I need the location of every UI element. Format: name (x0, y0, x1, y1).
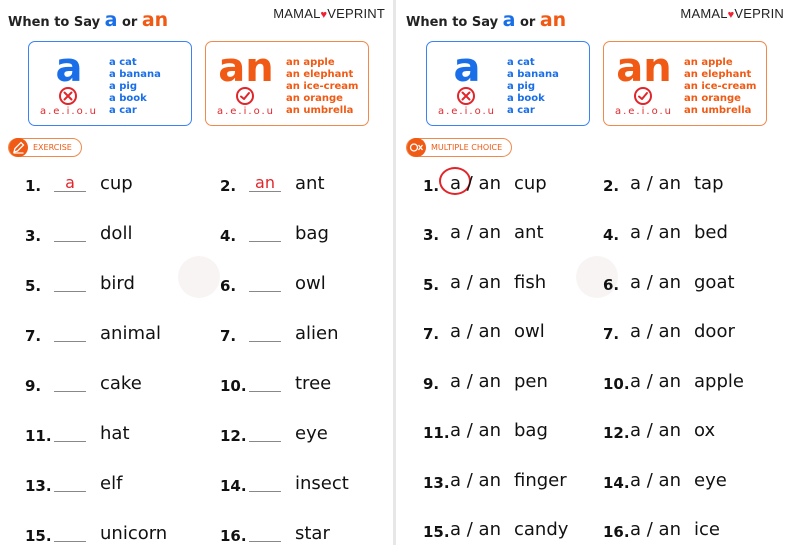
answer-blank[interactable]: a (54, 175, 86, 192)
choice-options[interactable]: a / an (450, 371, 501, 392)
question-item: 11. hat (25, 423, 130, 445)
choice-options[interactable]: a / an (450, 420, 501, 441)
example-item: an apple (286, 57, 335, 68)
question-item: 1. a cup (25, 173, 133, 195)
answer-blank[interactable] (249, 275, 281, 292)
examples-list-a (507, 57, 559, 117)
example-item: an ice-cream (684, 81, 757, 92)
examples-list-an (684, 57, 756, 117)
example-item: a cat (507, 57, 535, 68)
example-item: an umbrella (684, 105, 752, 116)
check-circle-icon (236, 87, 254, 105)
multiple-choice-badge: MULTIPLE CHOICE (406, 138, 512, 157)
choice-options[interactable]: a / an (450, 519, 501, 540)
question-item: 12. eye (220, 423, 328, 445)
x-circle-icon (457, 87, 475, 105)
choice-options[interactable]: a / an (450, 321, 501, 342)
choice-options[interactable]: a / an (630, 371, 681, 392)
question-item: 14. insect (220, 473, 349, 495)
example-item: a book (507, 93, 545, 104)
example-item: an elephant (684, 69, 752, 80)
choice-options[interactable]: a / an (630, 470, 681, 491)
rule-card-a (28, 41, 192, 126)
rule-letter-a: a (453, 45, 481, 91)
question-item: 4. bag (220, 223, 329, 245)
vowels-label: a.e.i.o.u (437, 106, 497, 117)
rule-card-an (603, 41, 767, 126)
question-item: 12. a / an ox (603, 420, 716, 442)
question-item: 15. a / an candy (423, 519, 569, 541)
title-or: or (121, 15, 138, 30)
example-item: a cat (109, 57, 137, 68)
question-item: 9. a / an pen (423, 371, 548, 393)
brand-logo: MAMAL♥VEPRINT (273, 6, 385, 21)
choice-options[interactable]: a / an (450, 173, 501, 194)
question-item: 3. doll (25, 223, 133, 245)
vowels-label: a.e.i.o.u (216, 106, 276, 117)
question-item: 5. bird (25, 273, 135, 295)
example-item: an umbrella (286, 105, 354, 116)
example-item: a pig (109, 81, 137, 92)
question-item: 7. alien (220, 323, 339, 345)
vowels-label: a.e.i.o.u (39, 106, 99, 117)
question-item: 16. star (220, 523, 330, 545)
x-circle-icon (59, 87, 77, 105)
question-item: 2. an ant (220, 173, 325, 195)
examples-list-an (286, 57, 358, 117)
question-item: 11. a / an bag (423, 420, 548, 442)
answer-blank[interactable] (54, 475, 86, 492)
answer-blank[interactable] (54, 275, 86, 292)
title-or: or (519, 15, 536, 30)
choice-options[interactable]: a / an (450, 272, 501, 293)
example-item: an orange (286, 93, 343, 104)
brand-logo: MAMAL♥VEPRIN (680, 6, 784, 21)
question-item: 7. animal (25, 323, 162, 345)
rule-letter-an: an (616, 45, 672, 91)
worksheet-title (8, 9, 168, 31)
example-item: a banana (507, 69, 559, 80)
rule-card-a (426, 41, 590, 126)
question-item: 6. owl (220, 273, 326, 295)
choice-options[interactable]: a / an (630, 519, 681, 540)
title-a: a (502, 9, 516, 31)
answer-blank[interactable] (249, 225, 281, 242)
question-item: 9. cake (25, 373, 142, 395)
answer-blank[interactable] (54, 375, 86, 392)
example-item: an ice-cream (286, 81, 359, 92)
example-item: a car (109, 105, 137, 116)
title-an: an (539, 9, 567, 31)
answer-blank[interactable] (54, 525, 86, 542)
answer-blank[interactable] (249, 375, 281, 392)
example-item: a car (507, 105, 535, 116)
answer-blank[interactable] (54, 225, 86, 242)
example-item: a book (109, 93, 147, 104)
check-circle-icon (634, 87, 652, 105)
question-item: 13. elf (25, 473, 123, 495)
answer-blank[interactable] (249, 325, 281, 342)
question-item: 4. a / an bed (603, 222, 728, 244)
rule-card-an (205, 41, 369, 126)
choice-options[interactable]: a / an (630, 222, 681, 243)
question-item: 2. a / an tap (603, 173, 724, 195)
answer-blank[interactable] (249, 475, 281, 492)
title-an: an (141, 9, 169, 31)
title-a: a (104, 9, 118, 31)
choice-options[interactable]: a / an (630, 272, 681, 293)
question-item: 16. a / an ice (603, 519, 720, 541)
example-item: an apple (684, 57, 733, 68)
question-item: 7. a / an owl (423, 321, 545, 343)
vowels-label: a.e.i.o.u (614, 106, 674, 117)
choice-options[interactable]: a / an (630, 321, 681, 342)
pencil-icon (9, 138, 28, 157)
rule-letter-an: an (218, 45, 274, 91)
answer-blank[interactable]: an (249, 175, 281, 192)
question-item: 13. a / an finger (423, 470, 567, 492)
question-item: 7. a / an door (603, 321, 735, 343)
worksheet-title (406, 9, 566, 31)
question-item: 6. a / an goat (603, 272, 735, 294)
question-item: 5. a / an fish (423, 272, 547, 294)
choice-options[interactable]: a / an (450, 470, 501, 491)
question-item: 10. tree (220, 373, 332, 395)
question-item: 10. a / an apple (603, 371, 744, 393)
example-item: a pig (507, 81, 535, 92)
exercise-badge: EXERCISE (8, 138, 82, 157)
examples-list-a (109, 57, 161, 117)
choice-options[interactable]: a / an (450, 222, 501, 243)
answer-blank[interactable] (54, 325, 86, 342)
question-item: 15. unicorn (25, 523, 168, 545)
question-item: 1. a / an cup (423, 173, 593, 195)
multiple-choice-worksheet (396, 0, 786, 545)
title-prefix: When to Say (8, 15, 101, 30)
question-item: 14. a / an eye (603, 470, 727, 492)
example-item: a banana (109, 69, 161, 80)
answer-blank[interactable] (249, 525, 281, 542)
choice-options[interactable]: a / an (630, 173, 681, 194)
title-prefix: When to Say (406, 15, 499, 30)
example-item: an orange (684, 93, 741, 104)
question-item: 3. a / an ant (423, 222, 544, 244)
answer-blank[interactable] (249, 425, 281, 442)
choice-options[interactable]: a / an (630, 420, 681, 441)
example-item: an elephant (286, 69, 354, 80)
choice-icon (407, 138, 426, 157)
rule-letter-a: a (55, 45, 83, 91)
answer-blank[interactable] (54, 425, 86, 442)
